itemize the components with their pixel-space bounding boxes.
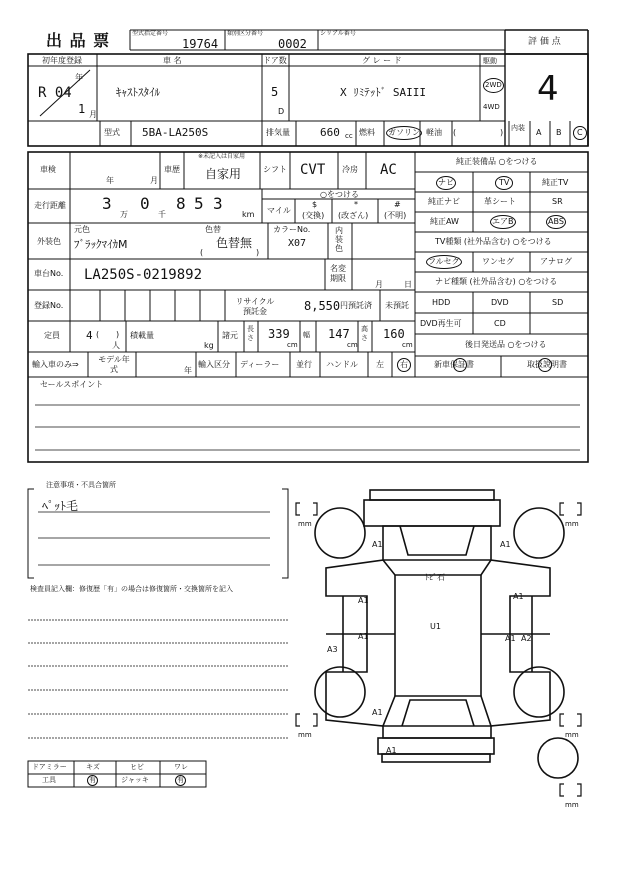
capacity-paren-close: ) [116,330,120,339]
grade-label: グ レ ー ド [362,56,402,65]
damage-mark-rear-door-right-a1: A1 [505,634,516,643]
mileage-label: 走行距離 [34,201,66,210]
tool-header-scratch: キズ [86,763,100,771]
length-cm-unit: cm [287,341,298,349]
tool-label: 工具 [42,776,56,784]
first-reg-month-unit: 月 [89,110,97,119]
import-class-label: 輸入区分 [198,360,230,369]
post-items-header: 後日発送品 ○をつける [465,340,547,349]
category-value: 0002 [278,37,307,51]
tv-fullseg-circled: フルセグ [426,255,462,269]
notes-text: ﾍﾟｯﾄ毛 [42,499,79,513]
original-color-label: 元色 [74,225,90,234]
person-unit: 人 [112,341,120,350]
recycle-amount: 8,550 [304,299,341,313]
equip-leather-seat: 革シート [484,197,516,206]
category-label: 類別区分番号 [227,30,264,37]
fuel-label: 燃料 [359,128,375,137]
length-value: 339 [268,327,290,341]
post-manual-circle [538,358,552,372]
not-deposited-label: 未預託 [385,301,409,310]
mile-label: マイル [267,206,291,215]
doors-label: ドア数 [263,56,287,65]
recycle-label: リサイクル預託金 [235,297,275,316]
tv-analog: アナログ [540,257,572,266]
handle-right-circled: 右 [397,358,411,372]
tool-header-broken: ワレ [174,763,188,771]
model-designation-label: 型式指定番号 [132,30,169,37]
capacity-value: 4 [86,329,93,342]
handle-label: ハンドル [326,360,358,369]
unknown-mark: # [394,200,401,209]
serial-label: シリアル番号 [320,30,356,37]
interior-grade-b: B [556,128,562,137]
car-name-label: 車 名 [163,56,182,65]
capacity-label: 定員 [44,331,60,340]
shaken-year-unit: 年 [106,176,114,185]
car-diagram [315,490,578,778]
model-designation-value: 19764 [182,37,219,51]
tv-type-header: TV種類 (社外品含む) ○をつける [435,237,552,246]
jack-present-circled: 有 [177,776,184,784]
first-reg-value: R 04 [38,85,72,101]
fuel-paren-close: ) [500,128,504,137]
tv-oneseg: ワンセグ [482,257,514,266]
equip-abs-circled: ABS [546,215,566,229]
unknown-label: (不明) [384,211,407,220]
capacity-paren-open: ( [96,330,100,339]
tool-header-door-mirror: ドアミラー [32,763,67,771]
damage-mark-front-left: A1 [372,540,383,549]
doors-suffix: D [278,107,285,116]
tool-present-circled: 有 [89,776,96,784]
tool-header-crack: ヒビ [130,763,144,771]
width-label: 幅 [303,331,310,339]
replaced-label: (交換) [302,211,325,220]
history-value: 自家用 [205,167,242,181]
equip-genuine-tv: 純正TV [542,178,569,187]
navi-dvd: DVD [491,298,509,307]
color-paren-close: ) [256,248,260,257]
length-label: 長さ [247,325,254,342]
kg-unit: kg [204,341,214,350]
mileage-digit-5: 3 [213,194,223,213]
mm-front-left: mm [298,520,312,528]
model-year-unit: 年 [184,366,192,375]
damage-mark-left-rocker: A3 [327,645,338,654]
post-warranty-circle [453,358,467,372]
form-title: 出 品 票 [46,31,111,50]
sales-point-label: セールスポイント [40,380,104,389]
damage-mark-front-door-left: A1 [358,596,369,605]
damage-mark-rear-bumper: A1 [386,746,397,755]
damage-mark-rear-left: A1 [372,708,383,717]
replaced-mark: $ [312,200,318,209]
height-value: 160 [383,327,405,341]
ac-value: AC [380,162,397,178]
model-label: 型式 [104,128,120,137]
rating-label: 評 価 点 [528,37,561,47]
name-change-month-unit: 月 [375,280,383,289]
exterior-label: 外装色 [37,237,61,246]
notes-label: 注意事項・不具合箇所 [46,481,116,489]
equipment-header: 純正装備品 ○をつける [456,157,538,166]
name-change-label: 名変期限 [330,264,346,283]
shaken-label: 車検 [40,165,56,174]
damage-mark-windshield: ﾄﾋﾞ石 [425,573,445,582]
dealer-label: ディーラー [240,360,280,369]
damage-mark-front-door-right: A1 [513,592,524,601]
fuel-light-oil: 軽油 [426,128,442,137]
shaken-month-unit: 月 [150,176,158,185]
interior-label: 内装 [511,124,525,132]
dims-label: 諸元 [222,331,238,340]
mm-spare: mm [565,801,579,809]
navi-hdd: HDD [432,298,451,307]
navi-sd: SD [552,298,564,307]
altered-label: (改ざん) [338,211,369,220]
equip-genuine-aw: 純正AW [430,217,459,226]
ac-label: 冷房 [342,165,358,174]
history-label: 車歴 [164,165,180,174]
width-cm-unit: cm [347,341,358,349]
damage-mark-rear-door-right-a2: A2 [521,634,532,643]
post-warranty: 新車保証書 [434,360,474,369]
mileage-digit-4: 5 [194,194,204,213]
jack-label: ジャッキ [121,776,149,784]
inspector-label: 検査員記入欄：修復歴「有」の場合は修復箇所・交換箇所を記入 [30,585,233,593]
color-paren-open: ( [200,248,204,257]
parallel-label: 並行 [296,360,312,369]
damage-mark-roof: U1 [430,622,441,631]
width-value: 147 [328,327,350,341]
car-name-value: ｷｬｽﾄｽﾀｲﾙ [116,86,160,99]
model-value: 5BA-LA250S [142,126,209,139]
mileage-digit-1: 3 [102,194,112,213]
fuel-paren-open: ( [453,128,457,137]
post-manual: 取扱説明書 [527,360,567,369]
reg-no-label: 登録No. [34,301,64,310]
history-note: ※未記入は自家用 [198,153,246,160]
displacement-value: 660 [320,126,340,139]
mm-rear-left: mm [298,731,312,739]
grade-value: X ﾘﾐﾃｯﾄﾞ SAIII [340,86,426,99]
height-cm-unit: cm [402,341,413,349]
drive-label: 駆動 [483,57,497,65]
km-unit: km [242,210,255,219]
equip-navi-circled: ナビ [436,176,456,190]
altered-mark: * [354,200,358,209]
name-change-day-unit: 日 [404,280,412,289]
color-change-value: 色替無 [216,236,253,250]
mileage-digit-2: 0 [140,194,150,213]
equip-tv-circled: TV [495,176,513,190]
damage-mark-rear-door-left: A1 [358,632,369,641]
shift-label: シフト [263,165,287,174]
chassis-value: LA250S-0219892 [84,267,203,283]
cc-unit: cc [345,132,353,140]
mileage-man-unit: 万 [120,210,128,219]
color-change-label: 色替 [205,225,221,234]
equip-genuine-navi: 純正ナビ [428,197,460,206]
drive-4wd: 4WD [483,103,500,111]
mileage-digit-3: 8 [176,194,186,213]
navi-cd: CD [494,319,506,328]
navi-type-header: ナビ種類 (社外品含む) ○をつける [435,277,558,286]
damage-mark-front-right: A1 [500,540,511,549]
deposited-label: 円預託済 [340,301,372,310]
model-year-label: モデル年式 [98,355,130,374]
displacement-label: 排気量 [266,128,290,137]
load-label: 積載量 [130,331,154,340]
interior-grade-a: A [536,128,542,137]
fuel-gasoline-circled: ガソリン [386,126,422,140]
exterior-color-value: ﾌﾞﾗｯｸﾏｲｶM [74,238,128,251]
first-reg-month: 1 [78,102,86,116]
navi-dvd-play: DVD再生可 [420,319,462,328]
equip-sunroof: SR [552,197,563,206]
color-no-value: X07 [288,238,307,249]
mileage-sen-unit: 千 [158,210,166,219]
shift-value: CVT [300,162,326,178]
chassis-label: 車台No. [34,269,64,278]
rating-value: 4 [537,69,559,109]
mm-front-right: mm [565,520,579,528]
doors-value: 5 [271,85,279,99]
interior-grade-c-circled: C [573,126,587,140]
handle-left: 左 [376,360,384,369]
height-label: 高さ [361,325,368,342]
equip-airbag-circled: エアB [490,215,516,229]
import-label: 輸入車のみ⇒ [32,360,79,369]
check-note: ○をつける [320,190,359,199]
first-reg-label: 初年度登録 [42,56,82,65]
color-no-label: カラーNo. [273,225,311,234]
interior-color-label: 内装色 [335,226,343,253]
first-reg-year-unit: 年 [75,73,83,82]
drive-2wd-circled: 2WD [482,74,505,97]
mm-rear-right: mm [565,731,579,739]
